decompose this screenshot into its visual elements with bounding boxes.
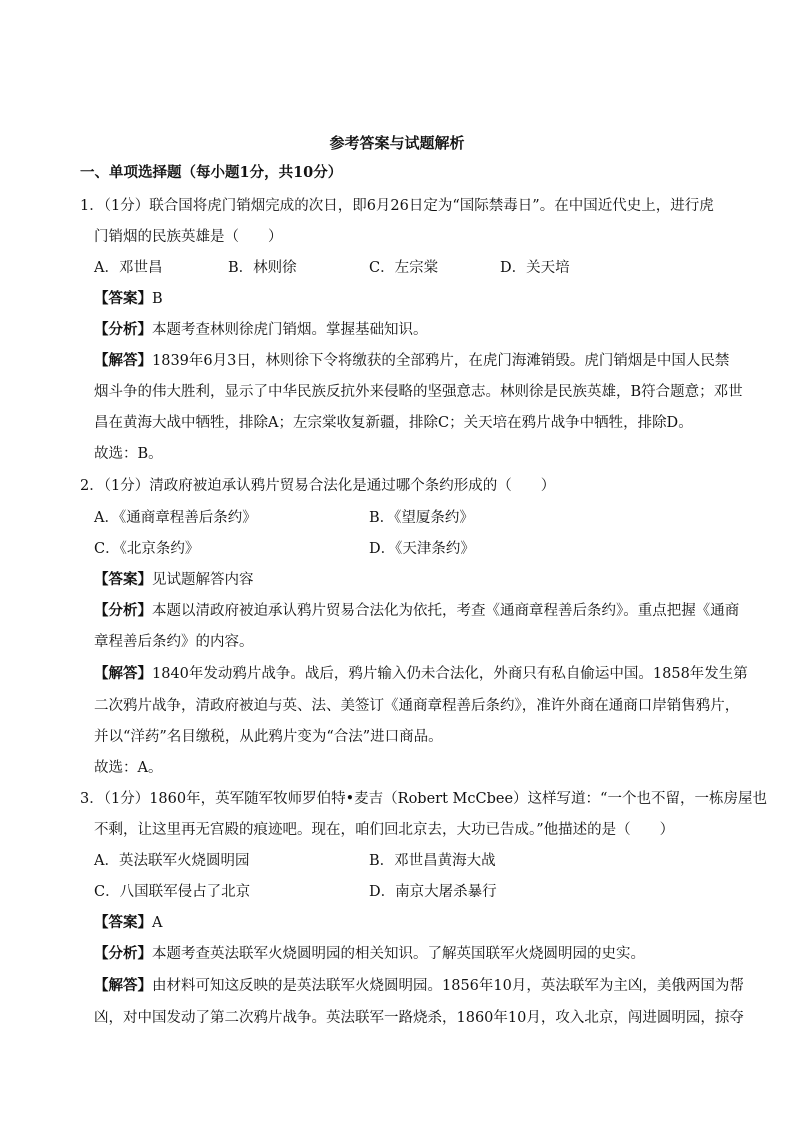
option-c: C．左宗棠 [369,260,439,276]
solution-text: 并以“洋药”名目缴税，从此鸦片变为“合法”进口商品。 [94,729,443,745]
answer-value: B [152,291,163,307]
analysis-line [94,320,428,340]
option-b: B．林则徐 [228,260,297,276]
solution-text: 1839年6月3日，林则徐下令将缴获的全部鸦片，在虎门海滩销毁。虎门销烟是中国人民禁 [152,353,730,369]
analysis-tag: 【分析】 [94,321,152,338]
option-c: C．《北京条约》 [94,541,200,557]
option-a: A．《通商章程善后条约》 [94,510,257,526]
choice-line: 故选：B。 [94,446,163,462]
solution-tag: 【解答】 [94,352,152,369]
solution-text: 1840年发动鸦片战争。战后，鸦片输入仍未合法化，外商只有私自偷运中国。1858年发生第 [152,666,748,682]
answer-value: 见试题解答内容 [152,572,254,588]
answer-line [94,913,162,933]
option-d: D．《天津条约》 [369,541,475,557]
question-stem: 1．（1分）联合国将虎门销烟完成的次日，即6月26日定为“国际禁毒日”。在中国近代史上，进行虎 [80,198,714,214]
answer-line [94,289,163,309]
answer-value: A [152,915,163,931]
option-d: D．关天培 [500,260,570,276]
choice-line: 故选：A。 [94,760,163,776]
option-b: B．邓世昌黄海大战 [369,853,496,869]
solution-text: 烟斗争的伟大胜利，显示了中华民族反抗外来侵略的坚强意志。林则徐是民族英雄，B符合题意；邓世 [94,384,743,400]
option-b: B．《望厦条约》 [369,510,474,526]
analysis-tag: 【分析】 [94,945,152,962]
question-stem: 2．（1分）清政府被迫承认鸦片贸易合法化是通过哪个条约形成的（ ） [80,478,556,494]
solution-text: 二次鸦片战争，清政府被迫与英、法、美签订《通商章程善后条约》，准许外商在通商口岸销售鸦片， [94,698,740,714]
analysis-text: 本题考查林则徐虎门销烟。掌握基础知识。 [152,322,428,338]
question-stem-continued: 不剩，让这里再无宫殿的痕迹吧。现在，咱们回北京去，大功已告成。”他描述的是（ ） [94,822,675,838]
option-a: A．邓世昌 [94,260,163,276]
solution-text: 由材料可知这反映的是英法联军火烧圆明园。1856年10月，英法联军为主凶，美俄两国为帮 [152,978,744,994]
solution-line [94,351,729,371]
analysis-line [94,944,645,964]
analysis-text: 章程善后条约》的内容。 [94,634,254,650]
option-c: C．八国联军侵占了北京 [94,884,251,900]
option-d: D．南京大屠杀暴行 [369,884,497,900]
solution-line [94,664,748,684]
question-stem-continued: 门销烟的民族英雄是（ ） [94,229,283,245]
section-heading: 一、单项选择题（每小题1分，共10分） [80,164,343,181]
solution-text: 昌在黄海大战中牺牲，排除A；左宗棠收复新疆，排除C；关天培在鸦片战争中牺牲，排除D。 [94,415,693,431]
answer-tag: 【答案】 [94,290,152,307]
question-stem: 3．（1分）1860年，英军随军牧师罗伯特•麦吉（Robert McCbee）这样写道：“一个也不留，一栋房屋也 [80,791,767,807]
answer-tag: 【答案】 [94,571,152,588]
analysis-tag: 【分析】 [94,602,152,619]
analysis-text: 本题以清政府被迫承认鸦片贸易合法化为依托，考查《通商章程善后条约》。重点把握《通商 [152,603,740,619]
page-title: 参考答案与试题解析 [329,134,465,152]
analysis-line [94,601,739,621]
answer-line [94,570,254,590]
option-a: A．英法联军火烧圆明园 [94,853,250,869]
answer-tag: 【答案】 [94,914,152,931]
solution-text: 凶，对中国发动了第二次鸦片战争。英法联军一路烧杀，1860年10月，攻入北京，闯进圆明园，掠夺 [94,1010,744,1026]
analysis-text: 本题考查英法联军火烧圆明园的相关知识。了解英国联军火烧圆明园的史实。 [152,946,645,962]
solution-tag: 【解答】 [94,977,152,994]
solution-tag: 【解答】 [94,665,152,682]
solution-line [94,976,744,996]
